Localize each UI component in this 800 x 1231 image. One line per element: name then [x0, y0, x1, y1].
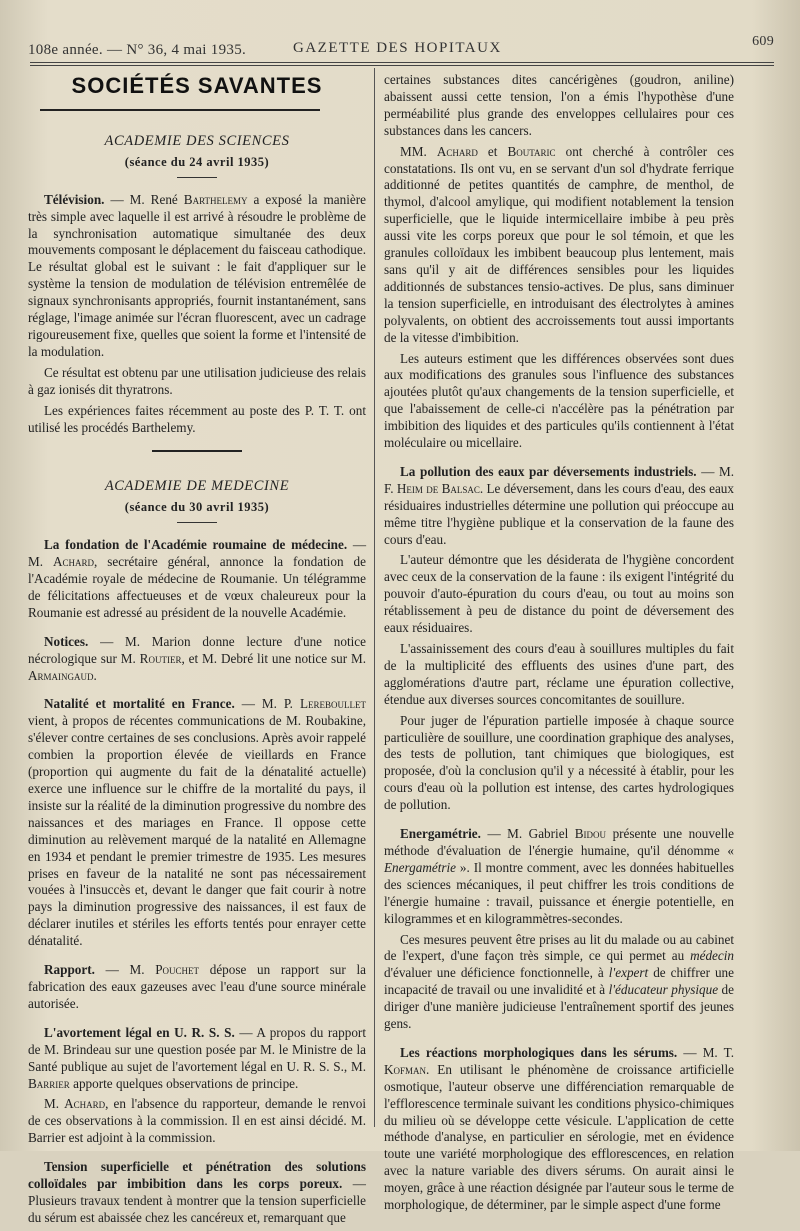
right-column	[384, 72, 734, 1218]
article-fondation: La fondation de l'Académie roumaine de médecine. — M. Achard, secrétaire général, annonce la fondation de l'Académie royale de médecine de Roumanie. Un télégramme de félicitations affectueuses et de vœux chaleureux pour la Roumanie est adressé au président de la nouvelle Académie.	[28, 537, 366, 620]
paragraph: Ces mesures peuvent être prises au lit du malade ou au cabinet de l'expert, d'une façon très simple, ce qui permet au médecin d'évaluer une déficience fonctionnelle, à l'expert de chiffrer une incapacité de travail ou une invalidité et à l'éducateur physique de diriger d'une manière judicieuse l'entraînement sportif des jeunes gens.	[384, 931, 735, 1032]
paragraph: L'assainissement des cours d'eau à souillures multiples du fait de la multiplicité des effluents des usines d'une part, des agglomérations d'autre part, réclame une épuration collective, étendue aux diverses sources concomitantes de souillure.	[384, 641, 734, 707]
paragraph: L'auteur démontre que les désiderata de l'hygiène concordent avec ceux de la conservation de la faune : ils exigent l'intégrité du pouvoir d'auto-épuration du cours d'eau, ou tout au moins son rétablissement à peu de distance du point de déversement des eaux résiduaires.	[384, 552, 734, 636]
author-name: Barthelemy	[183, 191, 248, 207]
header-rule-double	[30, 65, 774, 66]
short-rule	[177, 522, 217, 523]
section-rule	[40, 109, 320, 111]
journal-title: GAZETTE DES HOPITAUX	[293, 40, 502, 56]
article-natalite: Natalité et mortalité en France. — M. P. Lereboullet vient, à propos de récentes communications de M. Roubakine, s'élever contre certaines de ses conclusions. Après avoir rappelé combien la proportion élevée de vieillards en France (proportion qui augmente du fait de la dénatalité actuelle) exerce une influence sur le chiffre de la mortalité du pays, il insiste sur la réalité de la diminution progressive du nombre des naissances et des mariages en France. Il oppose cette diminution au relèvement marqué de la natalité en Allemagne en 1934 et pendant le premier trimestre de 1935. Les mesures prises en faveur de la natalité ne sont pas nécessairement vouées à l'insuccès et, devant le danger que fait courir à notre pays la diminution progressive des naissances, il est faux de déclarer inutiles et stériles les efforts tentés pour enrayer cette dénatalité.	[28, 696, 366, 949]
header-rule	[30, 62, 774, 63]
separator-rule	[152, 450, 242, 452]
academy-heading: ACADEMIE DES SCIENCES	[104, 132, 290, 149]
section-title: SOCIÉTÉS SAVANTES	[71, 73, 323, 98]
academy-heading: ACADEMIE DE MEDECINE	[104, 478, 290, 495]
seance-date: (séance du 24 avril 1935)	[124, 154, 270, 169]
page-header	[28, 34, 774, 58]
paragraph: Les auteurs estiment que les différences observées sont dues aux modifications des granules sous l'influence des substances ajoutées plutôt qu'aux changements de la tension superficielle, et que l'abaissement de celle-ci n'accélère pas la pénétration par imbibition des liquides et des particules qu'ils contiennent à l'état moléculaire ou micellaire.	[384, 350, 734, 451]
paragraph: Les expériences faites récemment au poste des P. T. T. ont utilisé les procédés Barthelemy.	[28, 402, 366, 435]
article-title: Télévision.	[44, 191, 105, 207]
column-separator	[374, 68, 375, 1127]
paragraph: MM. Achard et Boutaric ont cherché à contrôler ces constatations. Ils ont vu, en se servant d'un sol d'hydrate ferrique additionné de petites quantités de camphre, de menthol, de thymol, d'alcool amylique, qui modifient notablement la tension superficielle, que le liquide intermicellaire imbibe à peu près aussi vite les corps poreux que pour le sol témoin, et que les granules colloïdaux les imbibent beaucoup plus lentement, mais sans qu'il y ait de différences sensibles pour les liquides additionnés de substances tensio-actives. De plus, sans diminuer la tension superficielle, en introduisant des électrolytes à amines polyvalents, on obtient des accroissements tout aussi importants de la vitesse d'imbibition.	[384, 143, 734, 345]
article-avortement: L'avortement légal en U. R. S. S. — A propos du rapport de M. Brindeau sur une question posée par M. le Ministre de la Santé publique au sujet de l'avortement légal en U. R. S. S., M. Barrier apporte quelques observations de principe.	[28, 1024, 366, 1091]
left-column	[28, 72, 366, 1231]
issue-info: 108e année. — N° 36, 4 mai 1935.	[28, 42, 247, 58]
article-reactions: Les réactions morphologiques dans les sérums. — M. T. Kofman. En utilisant le phénomène de croissance artificielle osmotique, l'auteur observe une différenciation remarquable de l'efflorescence terminale suivant les conditions physico-chimiques du milieu où se développe cette vésicule. L'application de cette méthode d'analyse, en particulier en sérologie, met en évidence toute une variété morphologique des efflorescences, en relation avec la nature variable des divers sérums. On aurait ainsi le moyen, grâce à une réaction désignée par l'auteur sous le terme de morphologique, de déterminer, par le simple aspect d'une forme	[384, 1044, 734, 1213]
article-energametrie: Energamétrie. — M. Gabriel Bidou présente une nouvelle méthode d'évaluation de l'énergie humaine, qu'il dénomme « Energamétrie ». Il montre comment, avec les données habituelles des sciences mécaniques, il peut chiffrer les trois conditions de l'énergie humaine : travail, puissance et énergie potentielle, en kilogrammes et en kilogrammètres-secondes.	[384, 826, 734, 926]
article-television: Télévision. — M. René Barthelemy a exposé la manière très simple avec laquelle il est arrivé à résoudre le problème de la synchronisation automatique simultanée des deux mouvements composant le déplacement du faisceau cathodique. Le résultat global est le suivant : le fait d'appliquer sur le système la tension de modulation de télévision entremêlée de signaux synchronisants appropriés, fournit instantanément, sans réglage, l'image animée sur l'écran fluorescent, avec un cadrage rigoureusement fixe, quelles que soient la forme et l'intensité de la modulation.	[28, 191, 366, 359]
paragraph: M. Achard, en l'absence du rapporteur, demande le renvoi de ces observations à la commission. Il en est ainsi décidé. M. Barrier est adjoint à la commission.	[28, 1096, 366, 1146]
paragraph: Ce résultat est obtenu par une utilisation judicieuse des relais à gaz ionisés dit thyratrons.	[28, 364, 366, 397]
article-tension: Tension superficielle et pénétration des solutions colloïdales par imbibition dans les corps poreux. — Plusieurs travaux tendent à montrer que la tension superficielle du sérum est abaissée chez les cancéreux et, remarquant que	[28, 1159, 366, 1225]
page-number: 609	[752, 34, 774, 49]
article-pollution: La pollution des eaux par déversements industriels. — M. F. Heim de Balsac. Le déversement, dans les cours d'eau, des eaux résiduaires industrielles détermine une pollution qui préoccupe au même titre l'hygiène publique et la conservation de la faune des cours d'eau.	[384, 463, 734, 547]
seance-date: (séance du 30 avril 1935)	[124, 500, 270, 515]
article-notices: Notices. — M. Marion donne lecture d'une notice nécrologique sur M. Routier, et M. Debré lit une notice sur M. Armaingaud.	[28, 633, 367, 683]
paragraph: certaines substances dites cancérigènes (goudron, aniline) abaissent aussi cette tension, l'on a émis l'hypothèse d'une perméabilité plus grande des enveloppes cellulaires pour ces substances dans les cancers.	[384, 72, 734, 138]
paragraph: Pour juger de l'épuration partielle imposée à chaque source particulière de souillure, une coordination graphique des analyses, des tests de pollution, tant chimiques que biologiques, est proposée, d'où la conclusion qu'il y a nécessité à établir, pour les cours d'eau où la pollution est intense, des cartes hydrologiques de pollution.	[384, 712, 734, 813]
short-rule	[177, 177, 217, 178]
article-rapport: Rapport. — M. Pouchet dépose un rapport sur la fabrication des eaux gazeuses avec l'eau d'une source minérale autorisée.	[28, 962, 366, 1011]
